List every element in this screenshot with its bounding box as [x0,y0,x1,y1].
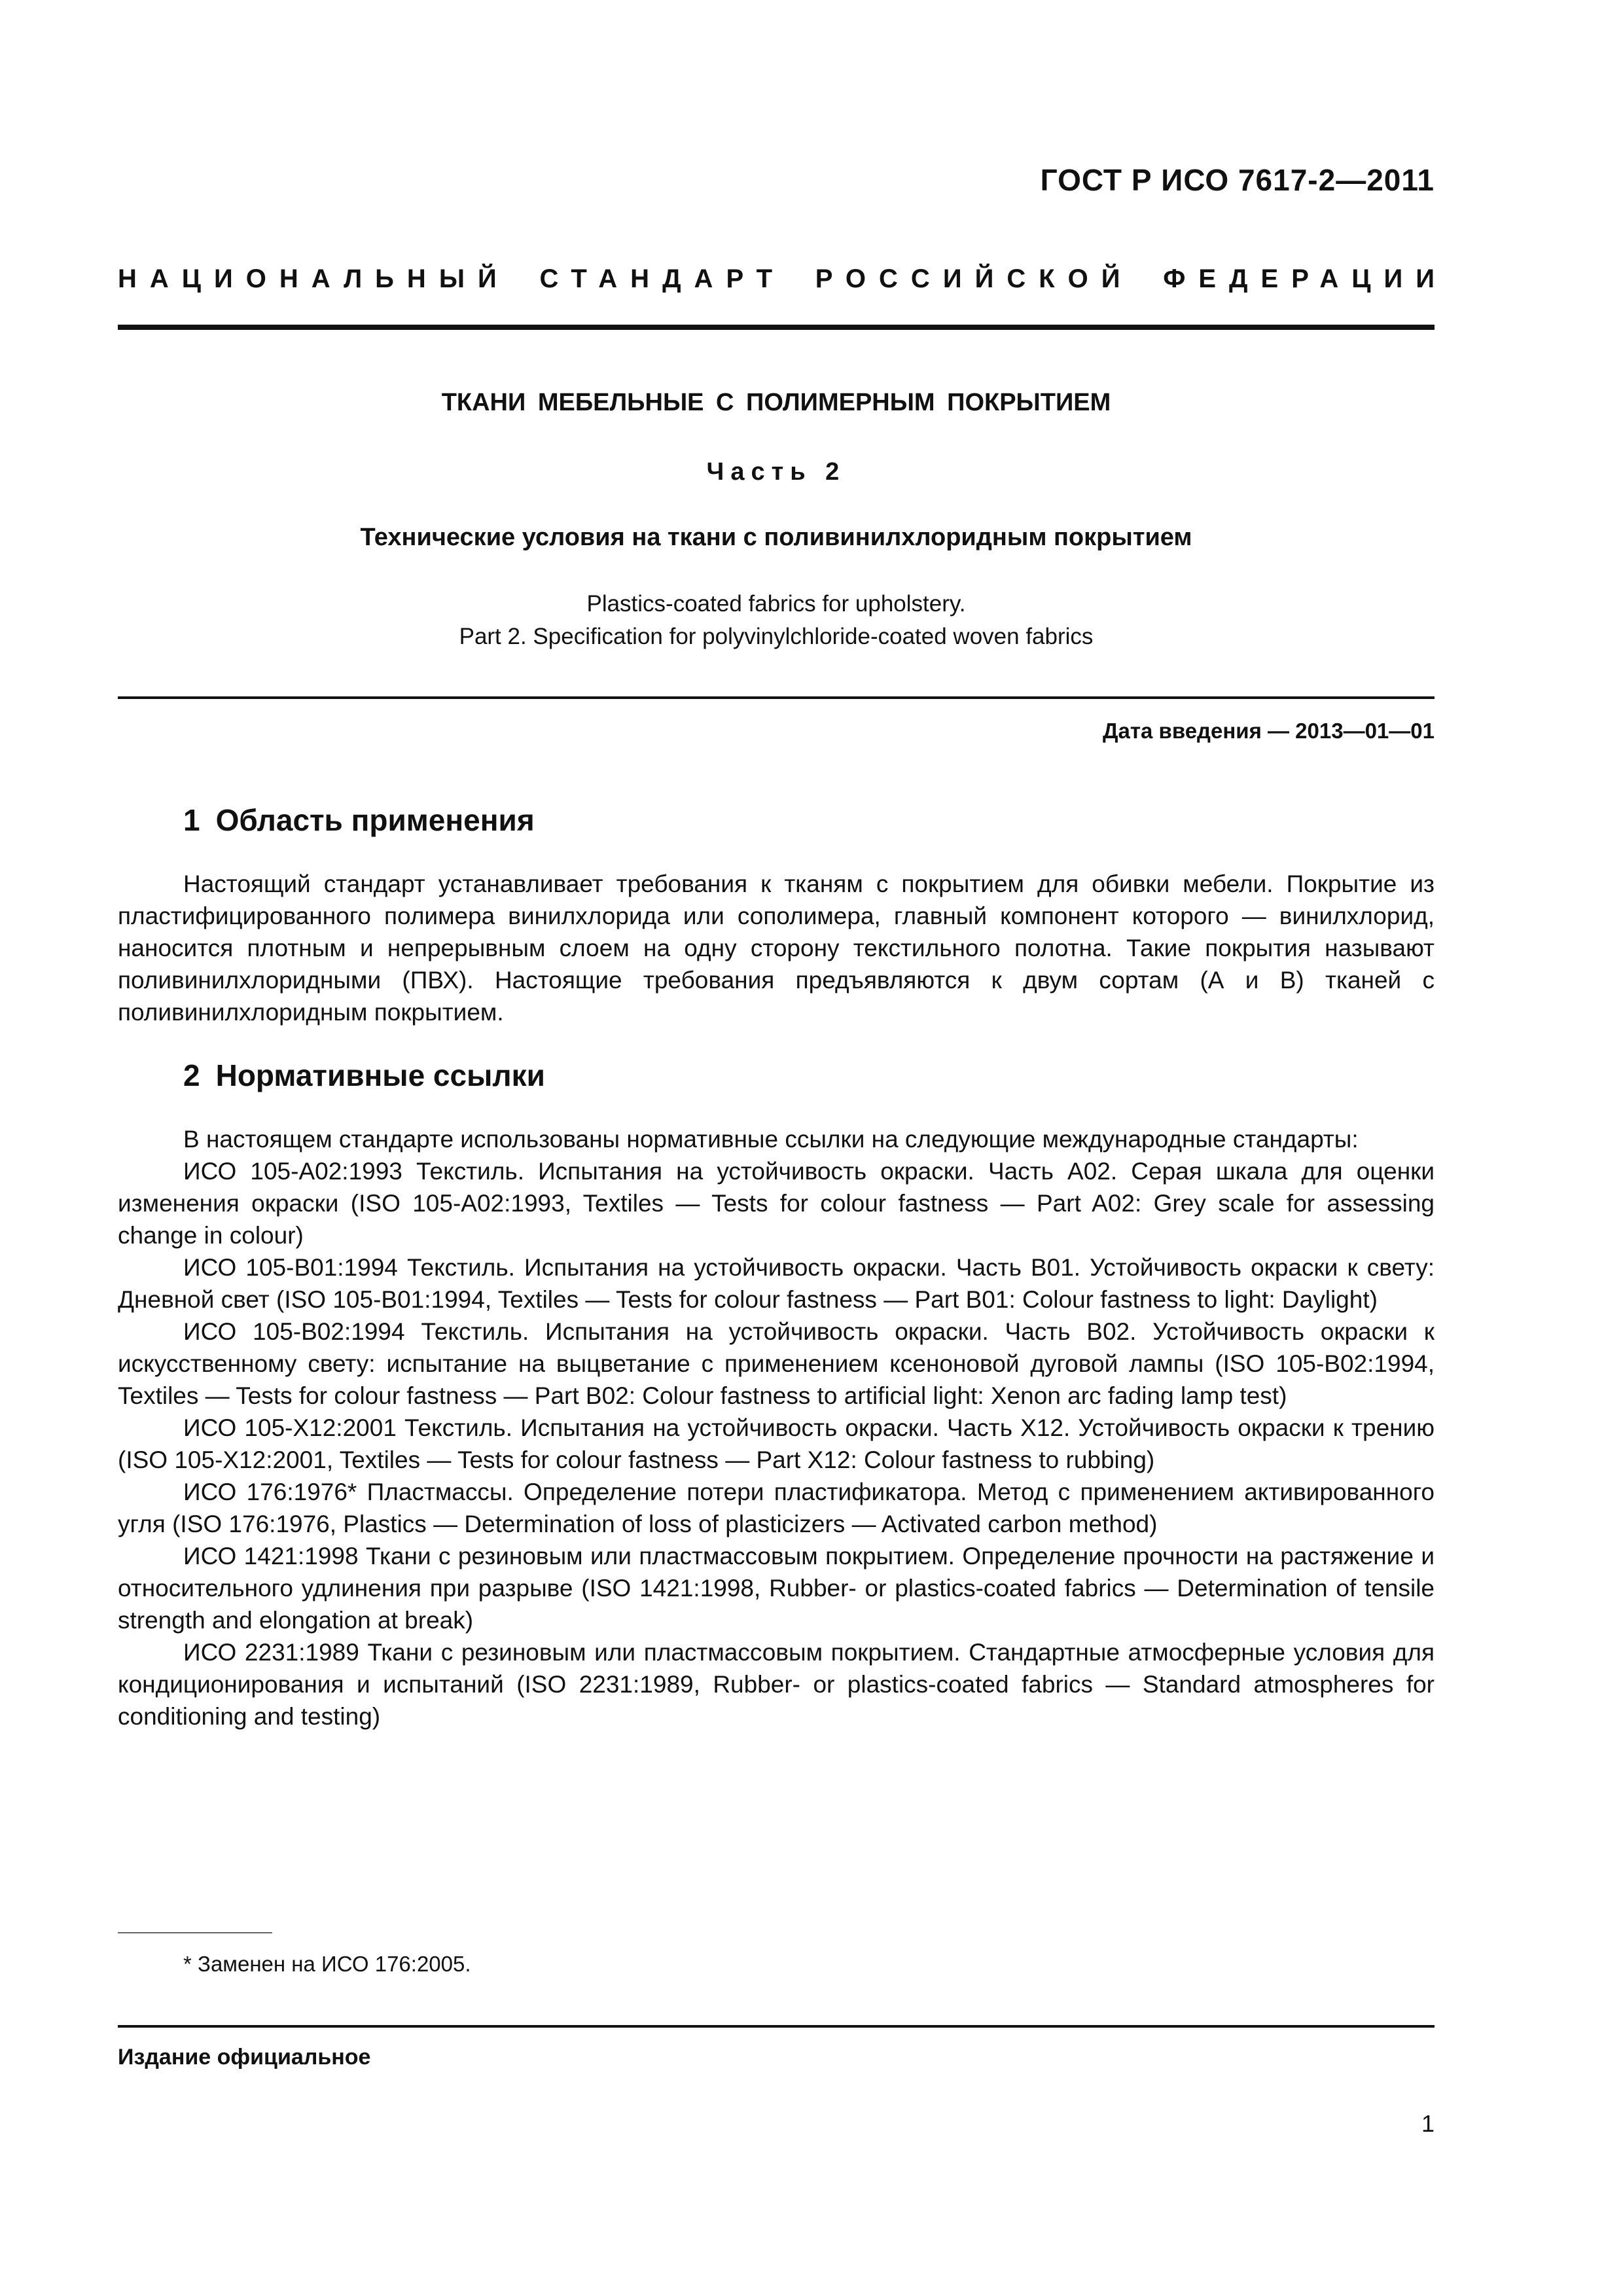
document-title: ТКАНИ МЕБЕЛЬНЫЕ С ПОЛИМЕРНЫМ ПОКРЫТИЕМ [441,389,1111,416]
english-title-line: Plastics-coated fabrics for upholstery. [586,591,966,617]
reference-item: ИСО 105-X12:2001 Текстиль. Испытания на устойчивость окраски. Часть Х12. Устойчивость окраски к трению (ISO 105-X12:2001, Textiles — Tests for colour fastness — Part X12: Colour fastness to rubbing) [118,1414,1435,1473]
section-title: Область применения [215,803,535,837]
section-heading [183,1058,545,1093]
footer-divider [118,2025,1435,2028]
reference-item: ИСО 105-В02:1994 Текстиль. Испытания на устойчивость окраски. Часть В02. Устойчивость окраски к искусственному свету: испытание на выцветание с применением ксеноновой дуговой лампы (ISO 105-B02:1994, Textiles — Tests for colour fastness — Part B02: Colour fastness to artificial light: Xenon arc fading lamp test) [118,1318,1435,1409]
banner-word: СТАНДАРТ [539,264,786,293]
section-title: Нормативные ссылки [215,1058,545,1092]
footnote: * Заменен на ИСО 176:2005. [183,1952,471,1976]
edition-label: Издание официальное [118,2045,371,2070]
section-number: 1 [183,803,200,837]
reference-item: ИСО 105-А02:1993 Текстиль. Испытания на устойчивость окраски. Часть А02. Серая шкала для оценки изменения окраски (ISO 105-A02:1993, Textiles — Tests for colour fastness — Part A02: Grey scale for assessing change in colour) [118,1158,1435,1249]
document-page [118,0,1448,2296]
national-standard-banner [118,264,1448,294]
reference-item: ИСО 176:1976* Пластмассы. Определение потери пластификатора. Метод с применением активированного угля (ISO 176:1976, Plastics — Determination of loss of plasticizers — Activated carbon method) [118,1479,1435,1537]
section-body [118,868,1435,1028]
banner-word: ФЕДЕРАЦИИ [1163,264,1448,293]
reference-item: ИСО 105-В01:1994 Текстиль. Испытания на устойчивость окраски. Часть В01. Устойчивость окраски к свету: Дневной свет (ISO 105-B01:1994, Textiles — Tests for colour fastness — Part B01: Colour fastness to light: Daylight) [118,1254,1435,1313]
title-divider [118,696,1435,699]
section-number: 2 [183,1058,200,1092]
english-title-line: Part 2. Specification for polyvinylchloride-coated woven fabrics [459,624,1094,649]
introduction-date: Дата введения — 2013—01—01 [1103,719,1435,743]
reference-item: ИСО 1421:1998 Ткани с резиновым или пластмассовым покрытием. Определение прочности на растяжение и относительного удлинения при разрыве (ISO 1421:1998, Rubber- or plastics-coated fabrics — Determination of tensile strength and elongation at break) [118,1543,1435,1634]
banner-word: РОССИЙСКОЙ [815,264,1133,293]
part-label: Часть 2 [706,458,846,486]
paragraph: Настоящий стандарт устанавливает требования к тканям с покрытием для обивки мебели. Покрытие из пластифицированного полимера винилхлорида или сополимера, главный компонент которого — винилхлорид, наносится плотным и непрерывным слоем на одну сторону текстильного полотна. Такие покрытия называют поливинилхлоридными (ПВХ). Настоящие требования предъявляются к двум сортам (А и В) тканей с поливинилхлоридным покрытием. [118,870,1435,1026]
document-subtitle: Технические условия на ткани с поливинилхлоридным покрытием [360,524,1192,551]
reference-item: ИСО 2231:1989 Ткани с резиновым или пластмассовым покрытием. Стандартные атмосферные условия для кондиционирования и испытаний (ISO 2231:1989, Rubber- or plastics-coated fabrics — Standard atmospheres for conditioning and testing) [118,1639,1435,1730]
english-title [118,588,1435,653]
section-heading [183,802,535,838]
paragraph: В настоящем стандарте использованы нормативные ссылки на следующие международные стандарты: [183,1126,1359,1153]
page-number: 1 [1421,2110,1435,2137]
banner-word: НАЦИОНАЛЬНЫЙ [118,264,510,293]
header-divider [118,325,1435,330]
document-code: ГОСТ Р ИСО 7617-2—2011 [1040,163,1435,197]
footnote-divider [118,1932,272,1933]
references-list [118,1123,1435,1732]
